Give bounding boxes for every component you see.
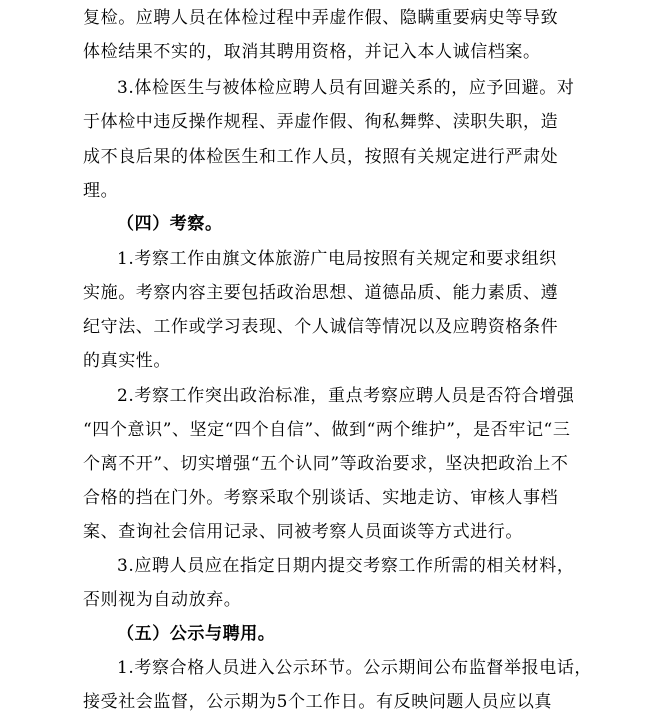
paragraph-line-13: 个离不开”、切实增强“五个认同”等政治要求，坚决把政治上不	[83, 454, 569, 474]
paragraph-line-19: 接受社会监督，公示期为5个工作日。有反映问题人员应以真	[83, 692, 553, 712]
paragraph-line-2: 体检结果不实的，取消其聘用资格，并记入本人诚信档案。	[83, 42, 541, 62]
paragraph-line-1: 复检。应聘人员在体检过程中弄虚作假、隐瞒重要病史等导致	[83, 8, 559, 28]
paragraph-line-9: 纪守法、工作或学习表现、个人诚信等情况以及应聘资格条件	[83, 317, 559, 337]
section-heading-4: （四）考察。	[117, 214, 223, 234]
paragraph-line-18: 1.考察合格人员进入公示环节。公示期间公布监督举报电话，	[117, 658, 593, 678]
paragraph-line-17: 否则视为自动放弃。	[83, 590, 242, 610]
paragraph-line-11: 2.考察工作突出政治标准，重点考察应聘人员是否符合增强	[117, 386, 575, 406]
paragraph-line-6: 理。	[83, 181, 119, 201]
paragraph-line-14: 合格的挡在门外。考察采取个别谈话、实地走访、审核人事档	[83, 488, 559, 508]
paragraph-line-5: 成不良后果的体检医生和工作人员，按照有关规定进行严肃处	[83, 147, 559, 167]
paragraph-line-3: 3.体检医生与被体检应聘人员有回避关系的，应予回避。对	[117, 78, 575, 98]
paragraph-line-12: “四个意识”、坚定“四个自信”、做到“两个维护”，是否牢记“三	[83, 420, 571, 440]
paragraph-line-16: 3.应聘人员应在指定日期内提交考察工作所需的相关材料，	[117, 556, 575, 576]
paragraph-line-7: 1.考察工作由旗文体旅游广电局按照有关规定和要求组织	[117, 249, 557, 269]
paragraph-line-10: 的真实性。	[83, 351, 171, 371]
paragraph-line-8: 实施。考察内容主要包括政治思想、道德品质、能力素质、遵	[83, 283, 559, 303]
paragraph-line-4: 于体检中违反操作规程、弄虚作假、徇私舞弊、渎职失职，造	[83, 112, 559, 132]
paragraph-line-15: 案、查询社会信用记录、同被考察人员面谈等方式进行。	[83, 522, 523, 542]
section-heading-5: （五）公示与聘用。	[117, 624, 276, 644]
